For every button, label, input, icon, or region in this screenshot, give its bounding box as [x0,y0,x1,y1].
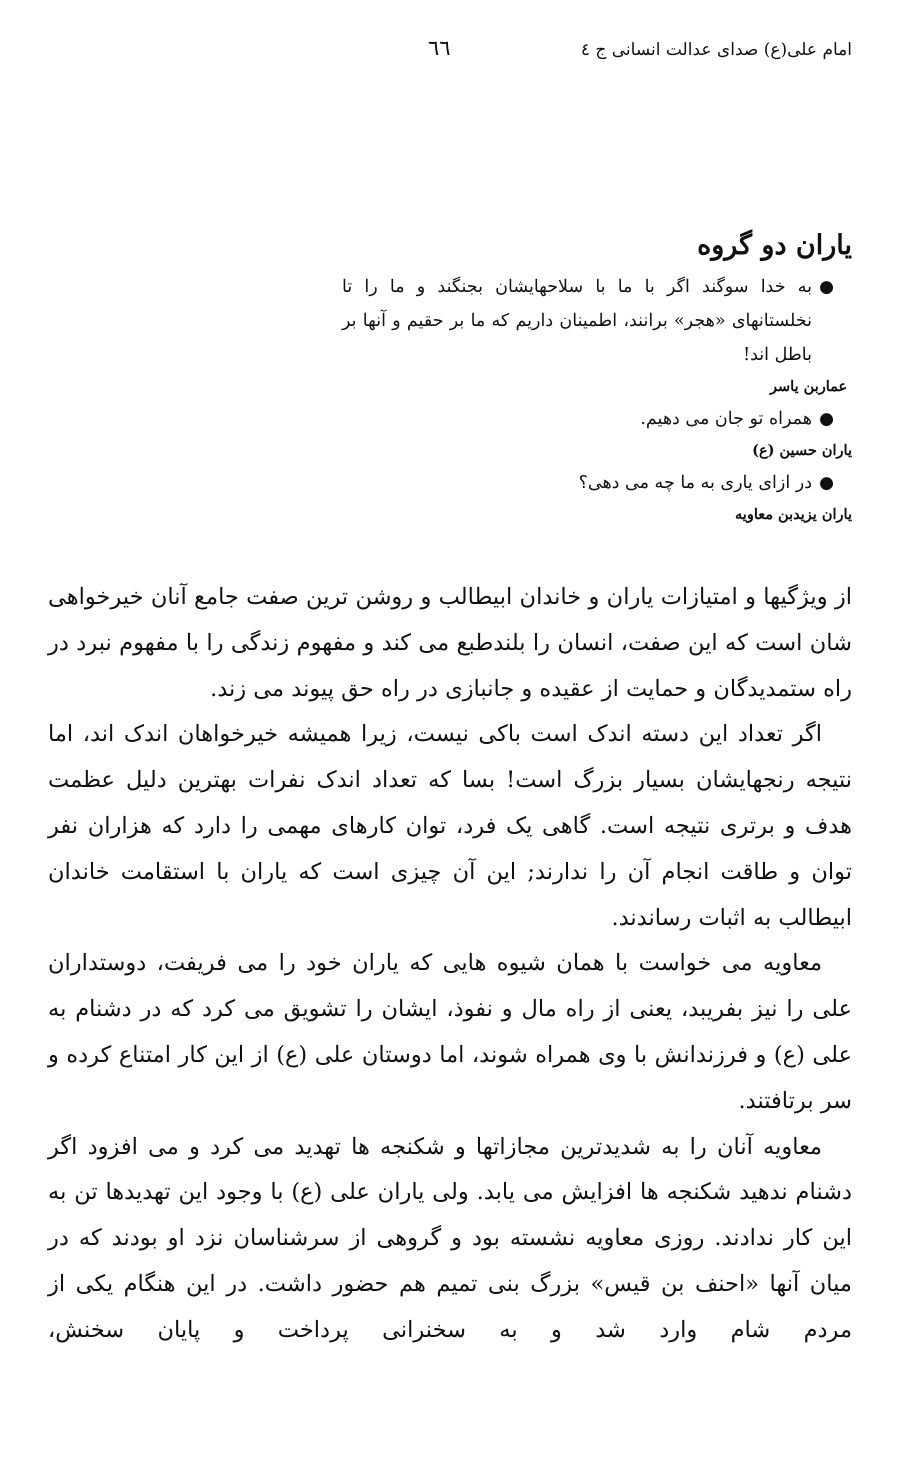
page-number: ٦٦ [428,36,451,60]
quote-source: یاران حسین (ع) [752,442,852,459]
bullet-icon: ● [819,473,834,493]
quote-text: همراه تو جان می دهیم. [640,409,812,429]
body-paragraph: اگر تعداد این دسته اندک است باکی نیست، زیرا همیشه خیرخواهان اندک اند، اما نتیجه رنجهایشان بسیار بزرگ است! بسا که تعداد اندک نفرات بهترین دلیل عظمت هدف و برتری نتیجه است. گاهی یک فرد، توان کارهای مهمی را دارد که هزاران نفر توان و طاقت انجام آن را ندارند; این آن چیزی است که یاران با استقامت خاندان ابیطالب به اثبات رساندند. [48,721,852,931]
body-paragraph: معاویه آنان را به شدیدترین مجازاتها و شکنجه ها تهدید می کرد و می افزود اگر دشنام ندهید شکنجه ها افزایش می یابد. ولی یاران علی (ع) با وجود این تهدیدها تن به این کار ندادند. روزی معاویه نشسته بود و گروهی از سرشناسان نزد او بودند که در میان آنها «احنف بن قیس» بزرگ بنی تمیم هم حضور داشت. در این هنگام یکی از مردم شام وارد شد و به سخنرانی پرداخت و پایان سخنش، [48,1133,852,1343]
quote-text: به خدا سوگند اگر با ما با سلاحهایشان بجنگند و ما را تا نخلستانهای «هجر» برانند، اطمینان داریم که ما بر حقیم و آنها بر باطل اند! [342,277,812,365]
bullet-icon: ● [819,277,834,297]
quote-source: یاران یزیدبن معاویه [735,506,852,523]
body-paragraph: از ویژگیها و امتیازات یاران و خاندان ابیطالب و روشن ترین صفت جامع آنان خیرخواهی شان است که این صفت، انسان را بلندطبع می کند و مفهوم زندگی را با مفهوم نبرد در راه ستمدیدگان و حمایت از عقیده و جانبازی در راه حق پیوند می زند. [48,584,852,702]
running-header: امام علی(ع) صدای عدالت انسانی ج ٤ [580,40,852,60]
quote-item [48,402,852,466]
quote-text: در ازای یاری به ما چه می دهی؟ [578,473,812,493]
quote-item [48,270,852,402]
body-text [48,575,852,1354]
bullet-icon: ● [819,409,834,429]
quote-source: عماربن یاسر [770,378,848,395]
quote-item [48,466,852,530]
epigraph-quotes [48,270,852,530]
section-title: یاران دو گروه [697,230,852,261]
body-paragraph: معاویه می خواست با همان شیوه هایی که یاران خود را می فریفت، دوستداران علی را نیز بفریبد، یعنی از راه مال و نفوذ، ایشان را تشویق می کرد که در دشنام به علی (ع) و فرزندانش با وی همراه شوند، اما دوستان علی (ع) از این کار امتناع کرده و سر برتافتند. [48,950,852,1114]
